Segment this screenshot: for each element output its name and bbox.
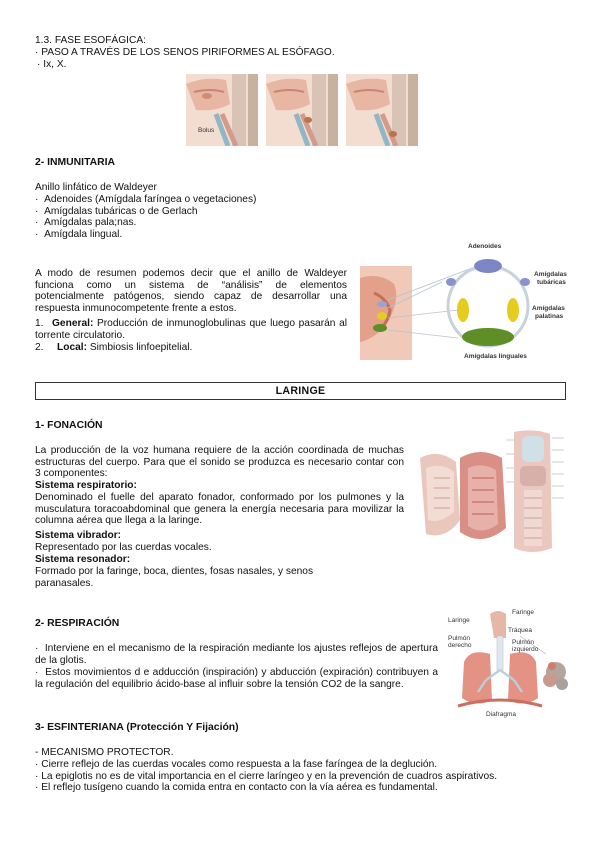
adenoides-shape: [474, 259, 502, 273]
bolus-label: Bolus: [198, 127, 215, 134]
respiracion-p2: · Estos movimientos d e adducción (inspiración) y abducción (expiración) contribuyen a la regulación del equilibrio ácido-base al influir sobre la tensión CO2 de la sangre.: [35, 667, 438, 690]
label-text: Sistema vibrador: [35, 530, 118, 541]
list-item-text: Amígdala lingual.: [44, 228, 123, 240]
label-palatinas-2: palatinas: [535, 313, 564, 320]
sistema-respiratorio-text: Denominado el fuelle del aparato fonador, conformado por los pulmones y la musculatura toracoabdominal que genera la energía necesaria para movilizar la columna aérea que llega a la laringe.: [35, 492, 404, 527]
sistema-resonador-text-2: paranasales.: [35, 578, 94, 589]
fonacion-intro: La producción de la voz humana requiere de la acción coordinada de muchas estructuras del cuerpo. Para que el sonido se produzca es necesario contar con 3 componentes:: [35, 445, 404, 480]
swallowing-phase-figures: [186, 74, 418, 146]
sistema-resonador-label: Sistema resonador:: [35, 554, 131, 565]
mecanismo-protector: - MECANISMO PROTECTOR.: [35, 747, 174, 758]
label-pulmon-derecho-1: Pulmón: [448, 635, 471, 642]
larynx-anatomy-figure: [416, 428, 568, 558]
bullet-text: PASO A TRAVÉS DE LOS SENOS PIRIFORMES AL ESÓFAGO.: [41, 47, 335, 58]
label-text: Sistema respiratorio: [35, 480, 134, 491]
local-text: Simbiosis linfoepitelial.: [87, 342, 193, 353]
label-pulmon-izquierdo-1: Pulmón: [512, 639, 535, 646]
paragraph-text: Interviene en el mecanismo de la respiración mediante los ajustes reflejos de apertura de la glotis.: [35, 643, 438, 666]
tubaric-right-shape: [520, 278, 530, 286]
label-traquea: Tráquea: [508, 627, 532, 634]
list-item: · Amígdalas pala;nas.: [35, 217, 137, 229]
label-tubaricas-2: tubáricas: [537, 279, 566, 286]
sistema-vibrador-text: Representado por las cuerdas vocales.: [35, 542, 212, 553]
heading-esfinteriana: 3- ESFINTERIANA (Protección Y Fijación): [35, 722, 239, 733]
heading-inmunitaria: 2- INMUNITARIA: [35, 157, 116, 168]
label-pulmon-derecho-2: derecho: [448, 642, 472, 649]
heading-respiracion: 2- RESPIRACIÓN: [35, 618, 120, 629]
esfinteriana-list: [35, 759, 565, 794]
label-tubaricas-1: Amígdalas: [534, 271, 567, 278]
swallow-figure-2: [266, 74, 338, 146]
sistema-respiratorio-label: Sistema respiratorio:: [35, 480, 137, 491]
swallow-figure-1: [186, 74, 258, 146]
bullet-text: Ix, X.: [43, 59, 67, 70]
heading-fonacion: 1- FONACIÓN: [35, 420, 103, 431]
label-palatinas-1: Amígdalas: [532, 305, 565, 312]
swallow-figure-3: [346, 74, 418, 146]
list-item-text: El reflejo tusígeno cuando la comida entra en contacto con la vía aérea es fundamental.: [41, 782, 438, 794]
numbered-item-local: 2. Local: Simbiosis linfoepitelial.: [35, 342, 193, 353]
list-item-text: La epiglotis no es de vital importancia en el cierre laríngeo y en la prevención de cuadros aspirativos.: [41, 770, 498, 782]
numbered-item-general: 1. General: Producción de inmunoglobulinas que luego pasarán al torrente circulatorio.: [35, 318, 347, 341]
list-item: · Adenoides (Amígdala faríngea o vegetaciones): [35, 194, 257, 205]
list-item: · Amígdalas tubáricas o de Gerlach: [35, 205, 198, 217]
label-diafragma: Diafragma: [486, 711, 516, 718]
general-text: Producción de inmunoglobulinas que luego pasarán al torrente circulatorio.: [35, 318, 347, 341]
list-item-text: Cierre reflejo de las cuerdas vocales como respuesta a la fase faríngea de la deglución.: [41, 759, 438, 770]
paragraph-text: Estos movimientos d e adducción (inspiración) y abducción (expiración) contribuyen a la regulación del equilibrio ácido-base al influir sobre la tensión CO2 de la sangre.: [35, 667, 438, 690]
list-item: · La epiglotis no es de vital importancia en el cierre laríngeo y en la prevención de cuadros aspirativos.: [35, 770, 498, 782]
label-linguales: Amígdalas linguales: [464, 353, 527, 360]
list-item-text: Amígdalas pala;nas.: [44, 217, 137, 229]
list-item-text: Adenoides (Amígdala faríngea o vegetaciones): [44, 194, 257, 205]
label-faringe: Faringe: [512, 609, 535, 616]
section-title-fase-esofagica: 1.3. FASE ESOFÁGICA:: [35, 35, 146, 46]
waldeyer-summary: A modo de resumen podemos decir que el anillo de Waldeyer funciona como un sistema de “análisis” de elementos potencialmente patógenos, siendo capaz de desarrollar una respuesta inmunocompetente frente a estos.: [35, 268, 347, 314]
laringe-title: LARINGE: [275, 385, 326, 397]
list-item: · El reflejo tusígeno cuando la comida entra en contacto con la vía aérea es fundamental.: [35, 782, 438, 794]
list-item-text: Amígdalas tubáricas o de Gerlach: [44, 205, 198, 217]
list-item: · Amígdala lingual.: [35, 228, 123, 240]
waldeyer-intro: Anillo linfático de Waldeyer: [35, 182, 157, 193]
label-text: Sistema resonador: [35, 554, 127, 565]
bullet-nerves: · Ix, X.: [37, 59, 67, 70]
waldeyer-list: [35, 194, 335, 240]
palatine-right-shape: [507, 298, 519, 322]
bullet-paso-esofago: · PASO A TRAVÉS DE LOS SENOS PIRIFORMES AL ESÓFAGO.: [35, 47, 335, 58]
palatine-left-shape: [457, 298, 469, 322]
laringe-title-box: [35, 382, 566, 400]
respiratory-system-figure: [446, 608, 572, 718]
lingual-shape: [462, 328, 514, 346]
label-adenoides: Adenoides: [468, 243, 502, 250]
local-label: Local:: [57, 342, 88, 353]
general-label: General:: [52, 318, 94, 329]
respiracion-p1: · Interviene en el mecanismo de la respiración mediante los ajustes reflejos de apertura de la glotis.: [35, 643, 438, 666]
tubaric-left-shape: [446, 278, 456, 286]
label-pulmon-izquierdo-2: izquierdo: [512, 646, 539, 653]
sistema-resonador-text-1: Formado por la faringe, boca, dientes, fosas nasales, y senos: [35, 566, 314, 577]
sistema-vibrador-label: Sistema vibrador:: [35, 530, 122, 541]
list-item: · Cierre reflejo de las cuerdas vocales como respuesta a la fase faríngea de la deglución.: [35, 759, 438, 770]
label-laringe: Laringe: [448, 617, 470, 624]
waldeyer-ring-diagram: [360, 238, 570, 360]
